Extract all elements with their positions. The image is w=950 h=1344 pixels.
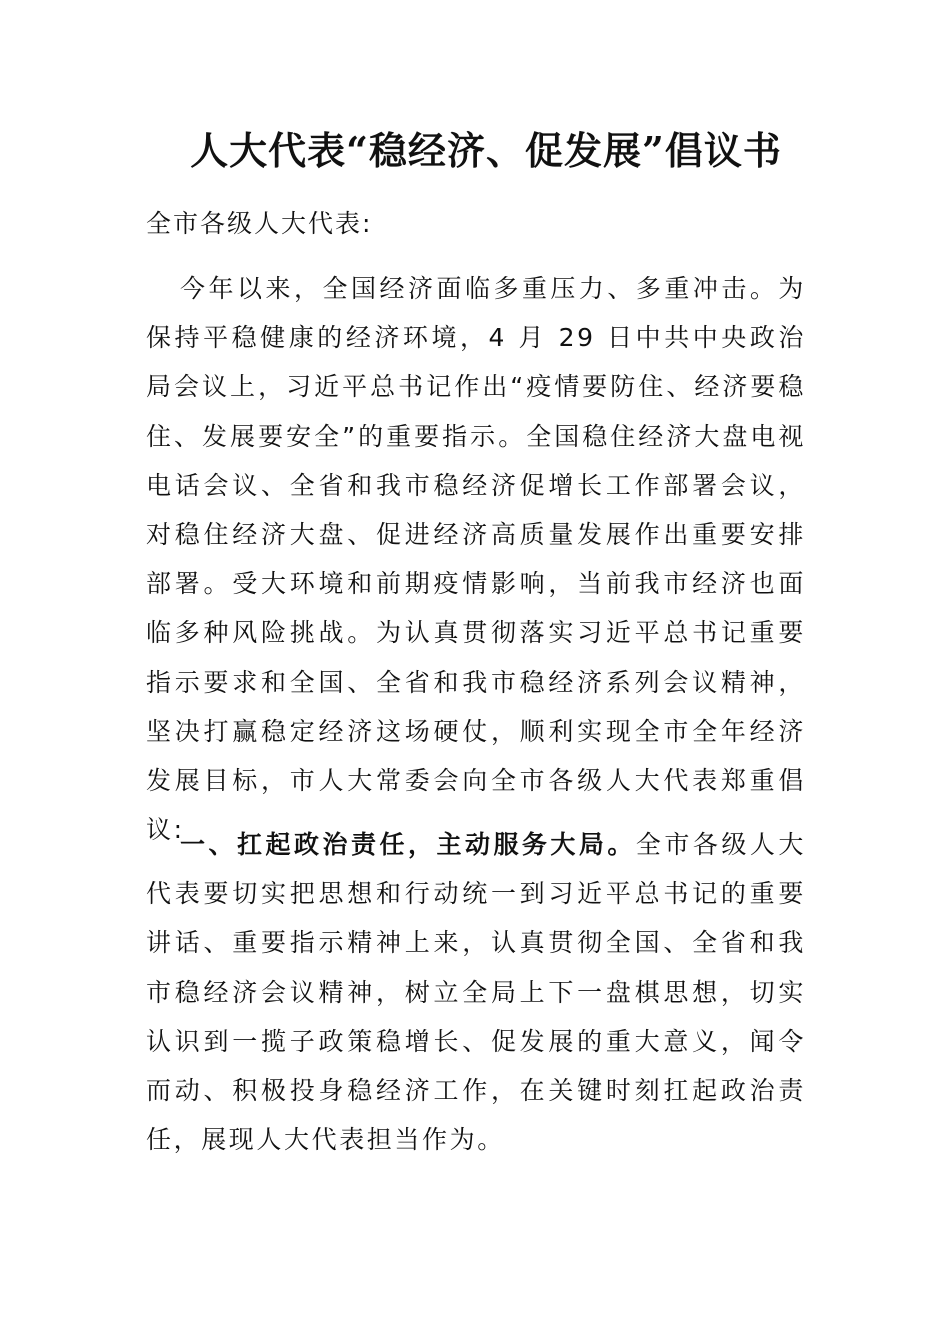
paragraph-text: 今年以来，全国经济面临多重压力、多重冲击。为保持平稳健康的经济环境，4 月 29 日中共中央政治局会议上，习近平总书记作出“疫情要防住、经济要稳住、发展要安全”的重要指示。全国稳住经济大盘电视电话会议、全省和我市稳经济促增长工作部署会议，对稳住经济大盘、促进经济高质量发展作出重要安排部署。受大环境和前期疫情影响，当前我市经济也面临多种风险挑战。为认真贯彻落实习近平总书记重要指示要求和全国、全省和我市稳经济系列会议精神，坚决打赢稳定经济这场硬仗，顺利实现全市全年经济发展目标，市人大常委会向全市各级人大代表郑重倡议: bbox=[146, 274, 806, 845]
paragraph-text: 全市各级人大代表要切实把思想和行动统一到习近平总书记的重要讲话、重要指示精神上来，认真贯彻全国、全省和我市稳经济会议精神，树立全局上下一盘棋思想，切实认识到一揽子政策稳增长、促发展的重大意义，闻令而动、积极投身稳经济工作，在关键时刻扛起政治责任，展现人大代表担当作为。 bbox=[146, 830, 806, 1155]
body-paragraph bbox=[146, 264, 806, 854]
document-title: 人大代表“稳经济、促发展”倡议书 bbox=[190, 128, 782, 173]
paragraph-heading: 一、扛起政治责任，主动服务大局。 bbox=[180, 830, 636, 859]
salutation: 全市各级人大代表: bbox=[146, 209, 373, 238]
body-paragraph bbox=[146, 820, 806, 1164]
